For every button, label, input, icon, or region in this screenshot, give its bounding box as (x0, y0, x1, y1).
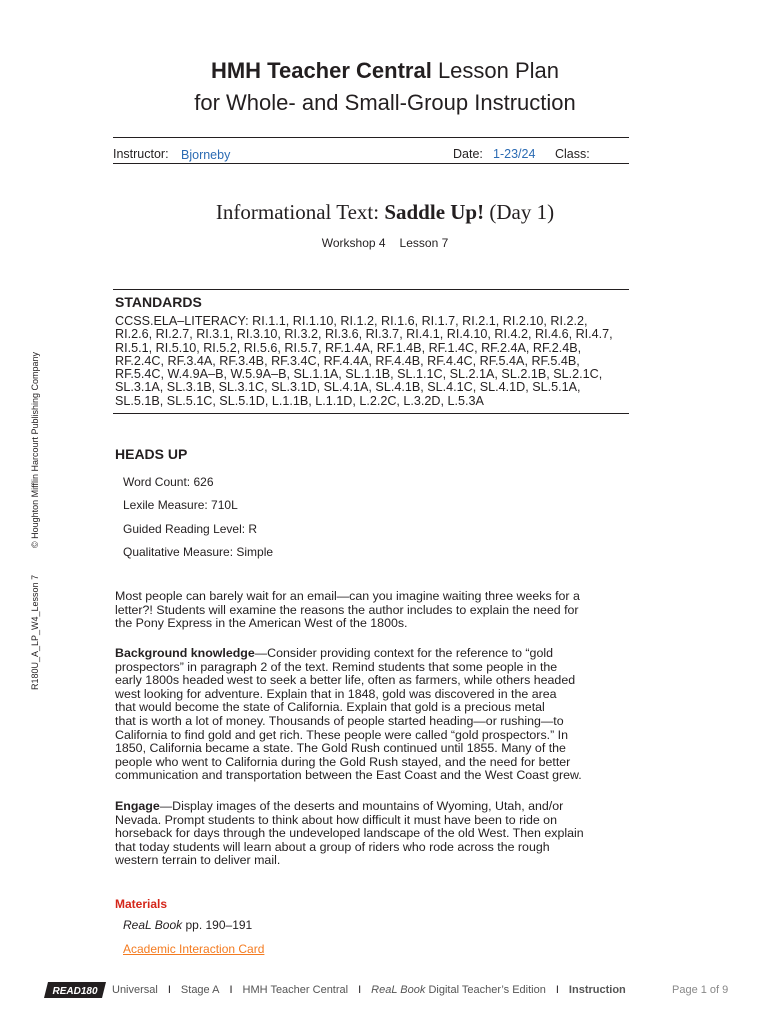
lesson-label: Lesson 7 (399, 236, 449, 250)
standards-line: SL.5.1B, SL.5.1C, SL.5.1D, L.1.1B, L.1.1D, L.2.2C, L.3.2D, L.5.3A (115, 393, 484, 408)
workshop-label: Workshop 4 (321, 236, 386, 250)
materials-heading: Materials (115, 897, 168, 911)
background-label: Background knowledge (115, 646, 255, 660)
background-line: California to find gold and get rich. These people were called “gold prospectors.” In (115, 727, 568, 742)
title-rest: Lesson Plan (431, 58, 560, 83)
intro-paragraph (115, 590, 635, 631)
background-line: communication and transportation between the East Coast and the West Coast grew. (115, 768, 582, 783)
footer (112, 984, 626, 996)
footer-separator: I (358, 984, 362, 996)
engage-line: that today students will learn about a group of riders who rode across the rough (115, 839, 550, 854)
date-label: Date: (453, 147, 483, 161)
background-first-text: —Consider providing context for the reference to “gold (254, 646, 553, 660)
footer-book-italic: ReaL Book (371, 984, 426, 996)
footer-instruction: Instruction (568, 984, 626, 996)
materials-book-pages: pp. 190–191 (182, 918, 253, 932)
standards-line: CCSS.ELA–LITERACY: RI.1.1, RI.1.10, RI.1.2, RI.1.6, RI.1.7, RI.2.1, RI.2.10, RI.2.2, (115, 314, 588, 328)
lesson-title-bold: Saddle Up! (384, 200, 485, 224)
footer-stage: Stage A (180, 984, 220, 996)
standards-heading: STANDARDS (115, 294, 202, 310)
footer-book-rest: Digital Teacher’s Edition (425, 984, 546, 996)
footer-separator: I (229, 984, 233, 996)
engage-line: Nevada. Prompt students to think about how difficult it must have been to ride on (115, 812, 557, 827)
background-line: early 1800s headed west to seek a better life, often as farmers, while others headed (115, 673, 576, 688)
engage-line: western terrain to deliver mail. (115, 853, 281, 868)
word-count: Word Count: 626 (123, 475, 214, 489)
logo-text: READ180 (52, 986, 98, 997)
intro-line: letter?! Students will examine the reasons the author includes to explain the need for (115, 602, 579, 617)
page-title (0, 56, 770, 86)
materials-link-item (123, 942, 264, 956)
intro-line: Most people can barely wait for an email—can you imagine waiting three weeks for a (115, 589, 580, 603)
academic-interaction-card-link[interactable]: Academic Interaction Card (123, 942, 265, 956)
class-label: Class: (555, 147, 590, 161)
background-line: west looking for adventure. Explain that in 1848, gold was discovered in the area (115, 686, 557, 701)
footer-universal: Universal (112, 984, 158, 996)
header-rule-bottom (113, 163, 629, 164)
standards-line: RI.5.1, RI.5.10, RI.5.2, RI.5.6, RI.5.7, RF.1.4A, RF.1.4B, RF.1.4C, RF.2.4A, RF.2.4B, (115, 340, 582, 355)
page-number: Page 1 of 9 (672, 984, 729, 996)
intro-line: the Pony Express in the American West of the 1800s. (115, 616, 408, 631)
background-first-line (115, 647, 635, 661)
read180-logo (44, 980, 108, 1000)
lesson-title-prefix: Informational Text: (215, 200, 385, 224)
standards-list (115, 315, 655, 408)
engage-paragraph (115, 800, 635, 868)
standards-rule-bottom (113, 413, 629, 414)
date-value[interactable]: 1-23/24 (493, 147, 536, 161)
standards-line: RI.2.6, RI.2.7, RI.3.1, RI.3.10, RI.3.2, RI.3.6, RI.3.7, RI.4.1, RI.4.10, RI.4.2, RI.4.6, RI.4.7, (115, 327, 613, 342)
standards-rule-top (113, 289, 629, 290)
background-line: people who went to California during the Gold Rush stayed, and the need for better (115, 754, 571, 769)
footer-separator: I (555, 984, 559, 996)
background-line: that is worth a lot of money. Thousands of people started heading—or rushing—to (115, 713, 564, 728)
materials-book-title: ReaL Book (123, 918, 183, 932)
guided-reading-level: Guided Reading Level: R (123, 522, 258, 536)
background-line: 1850, California became a state. The Gold Rush continued until 1855. Many of the (115, 741, 566, 756)
standards-line: RF.5.4C, W.4.9A–B, W.5.9A–B, SL.1.1A, SL.1.1B, SL.1.1C, SL.2.1A, SL.2.1B, SL.2.1C, (115, 367, 603, 382)
background-line: prospectors” in paragraph 2 of the text. Remind students that some people in the (115, 659, 558, 674)
workshop-lesson (0, 236, 770, 250)
instructor-value[interactable]: Bjorneby (181, 148, 231, 162)
lesson-title-suffix: (Day 1) (484, 200, 555, 224)
engage-label: Engage (115, 799, 160, 813)
qualitative-measure: Qualitative Measure: Simple (123, 545, 274, 559)
title-bold: HMH Teacher Central (210, 58, 432, 83)
background-line: that would become the state of California. Explain that gold is a precious metal (115, 700, 545, 715)
heads-up-heading: HEADS UP (115, 446, 188, 462)
document-code-side-text: R180U_A_LP_W4_Lesson 7 (30, 574, 40, 690)
standards-line: RF.2.4C, RF.3.4A, RF.3.4B, RF.3.4C, RF.4.4A, RF.4.4B, RF.4.4C, RF.5.4A, RF.5.4B, (115, 353, 580, 368)
copyright-side-text: © Houghton Mifflin Harcourt Publishing Company (30, 351, 40, 548)
page-subtitle: for Whole- and Small-Group Instruction (194, 90, 576, 115)
engage-first-line (115, 800, 635, 814)
standards-line: SL.3.1A, SL.3.1B, SL.3.1C, SL.3.1D, SL.4.1A, SL.4.1B, SL.4.1C, SL.4.1D, SL.5.1A, (115, 380, 581, 395)
engage-first-text: —Display images of the deserts and mountains of Wyoming, Utah, and/or (159, 799, 564, 813)
footer-separator: I (167, 984, 171, 996)
materials-book (123, 918, 252, 932)
lesson-title (0, 200, 770, 225)
engage-line: horseback for days through the undeveloped landscape of the old West. Then explain (115, 826, 584, 841)
instructor-label: Instructor: (113, 147, 169, 161)
header-rule-top (113, 137, 629, 138)
background-paragraph (115, 647, 635, 783)
lexile-measure: Lexile Measure: 710L (123, 498, 238, 512)
footer-central: HMH Teacher Central (242, 984, 349, 996)
